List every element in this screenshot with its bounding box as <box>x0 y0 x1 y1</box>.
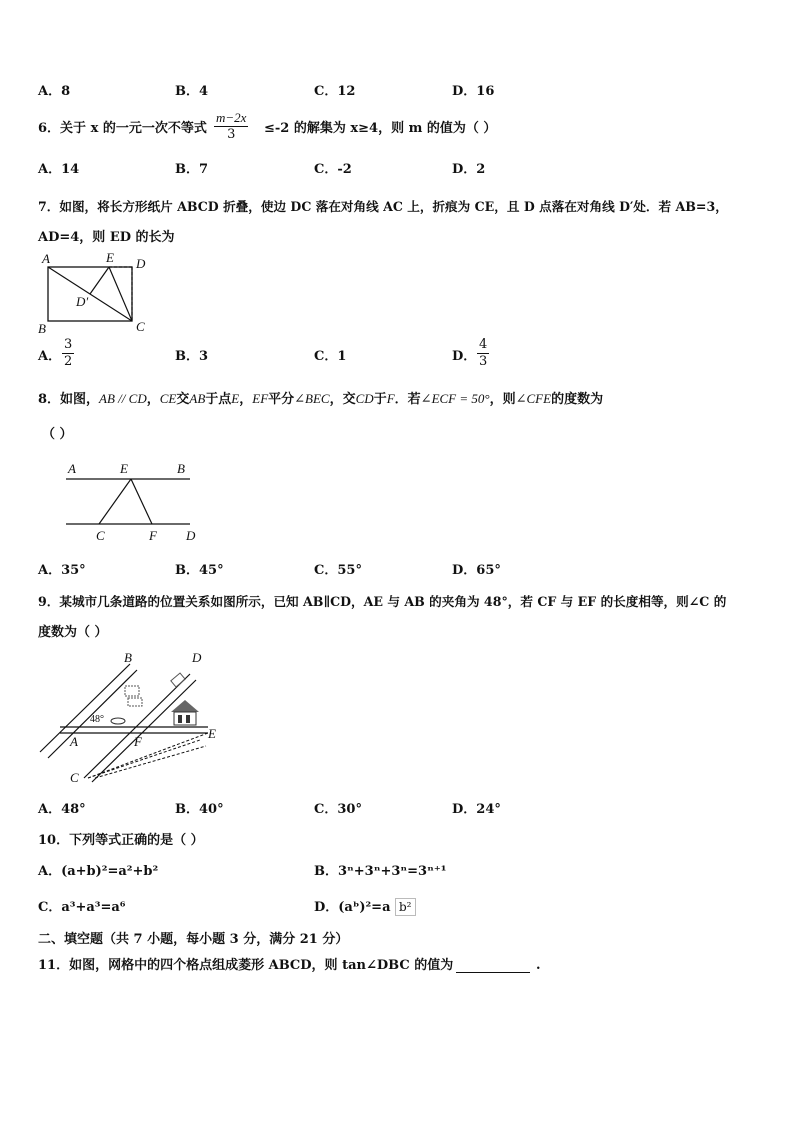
q5-option-b: B．4 <box>175 84 209 99</box>
q9-stem-line2: 度数为（ ） <box>38 625 108 640</box>
section-2-heading: 二、填空题（共 7 小题，每小题 3 分，满分 21 分） <box>38 932 349 947</box>
q8-text-8: 于 <box>373 392 387 407</box>
q7-option-d-prefix: D． <box>452 349 477 364</box>
q8-option-a: A．35° <box>38 563 86 578</box>
q8-math-angle-bec: ∠BEC <box>294 391 330 406</box>
q9-sign-icon <box>171 673 185 687</box>
q9-road-ab-edge1 <box>40 664 130 752</box>
q7-option-a-denominator: 2 <box>64 354 73 369</box>
q8-text-9: ．若 <box>394 392 421 407</box>
q8-text-10: ，则 <box>489 392 516 407</box>
q8-math-ce: CE <box>159 391 177 406</box>
q8-label-e: E <box>120 461 128 476</box>
q10-stem: 10．下列等式正确的是（ ） <box>38 833 204 848</box>
q8-option-d: D．65° <box>452 563 501 578</box>
q9-label-d: D <box>192 650 202 665</box>
q8-text-3: 交 <box>176 392 190 407</box>
q5-option-c: C．12 <box>314 84 356 99</box>
q8-text-2: ， <box>146 392 160 407</box>
q7-option-a-numerator: 3 <box>64 337 73 352</box>
q11-stem: 11．如图，网格中的四个格点组成菱形 ABCD，则 tan∠DBC 的值为 <box>38 958 454 973</box>
q8-label-f: F <box>149 528 157 543</box>
q9-label-e: E <box>208 726 216 741</box>
q8-label-a: A <box>68 461 76 476</box>
q7-label-b: B <box>38 321 46 336</box>
q9-dashed-ce2 <box>88 740 200 778</box>
q9-option-b: B．40° <box>175 802 224 817</box>
q6-stem-rest: ≤-2 的解集为 x≥4，则 m 的值为（ ） <box>264 121 497 136</box>
q7-label-c: C <box>136 319 145 334</box>
q6-option-c: C．-2 <box>314 162 352 177</box>
q6-option-b: B．7 <box>175 162 209 177</box>
q8-text-11: 的度数为 <box>551 392 604 407</box>
q7-option-d-denominator: 3 <box>479 354 488 369</box>
q8-option-b: B．45° <box>175 563 224 578</box>
q7-label-d: D <box>136 256 146 271</box>
q8-text-1: 8．如图， <box>38 392 100 407</box>
q5-option-a: A．8 <box>38 84 71 99</box>
q8-math-ab-cd: AB // CD <box>99 391 147 406</box>
q8-label-c: C <box>96 528 105 543</box>
q7-label-e: E <box>106 250 114 265</box>
q9-house-window-icon <box>186 715 190 723</box>
q8-option-c: C．55° <box>314 563 362 578</box>
q8-label-b: B <box>177 461 185 476</box>
q9-house-door-icon <box>178 715 182 723</box>
q6-fraction-numerator: m−2x <box>216 110 247 125</box>
q10-option-b: B．3ⁿ+3ⁿ+3ⁿ=3ⁿ⁺¹ <box>314 864 447 879</box>
q8-answer-paren: （ ） <box>42 427 73 442</box>
q7-option-b: B．3 <box>175 349 209 364</box>
q8-math-cd: CD <box>355 391 374 406</box>
q9-building-small2-icon <box>128 698 142 706</box>
q9-label-b: B <box>124 650 132 665</box>
q7-label-dprime: D′ <box>76 294 89 309</box>
q9-stem-line1: 9．某城市几条道路的位置关系如图所示，已知 AB∥CD，AE 与 AB 的夹角为 48°，若 CF 与 EF 的长度相等，则∠C 的 <box>38 594 727 609</box>
q7-option-d-numerator: 4 <box>479 337 488 352</box>
q9-house-body-icon <box>174 712 196 725</box>
q9-label-a: A <box>70 734 78 749</box>
q10-option-d-box: b² <box>395 898 416 916</box>
q11-period: . <box>536 958 541 973</box>
q8-math-angle-ecf: ∠ECF = 50° <box>420 391 490 406</box>
q9-car-icon <box>111 718 125 724</box>
q9-building-small-icon <box>125 686 139 696</box>
q8-text-4: 于点 <box>205 392 232 407</box>
q9-label-f: F <box>134 734 142 749</box>
q7-option-c: C．1 <box>314 349 347 364</box>
q9-road-cd-edge1 <box>84 674 190 778</box>
q9-dashed-ce <box>88 733 208 778</box>
q9-option-d: D．24° <box>452 802 501 817</box>
q8-math-ef: EF <box>252 391 269 406</box>
q9-angle-label: 48° <box>90 714 104 725</box>
q8-math-ab: AB <box>189 391 206 406</box>
q10-option-a: A．(a+b)²=a²+b² <box>38 864 159 879</box>
q8-text-7: ，交 <box>329 392 356 407</box>
q7-stem-line1: 7．如图，将长方形纸片 ABCD 折叠，使边 DC 落在对角线 AC 上，折痕为 CE，且 D 点落在对角线 D′处．若 AB=3， <box>38 199 728 214</box>
q8-math-angle-cfe: ∠CFE <box>515 391 552 406</box>
q10-option-c: C．a³+a³=a⁶ <box>38 900 126 915</box>
q9-option-c: C．30° <box>314 802 362 817</box>
q8-label-d: D <box>186 528 196 543</box>
q9-label-c: C <box>70 770 79 785</box>
q8-text-5: ， <box>239 392 253 407</box>
q8-math-f: F <box>386 391 395 406</box>
q7-option-a-prefix: A． <box>38 349 62 364</box>
q6-option-d: D．2 <box>452 162 486 177</box>
q5-option-d: D．16 <box>452 84 495 99</box>
q9-house-roof-icon <box>171 700 199 712</box>
q11-answer-blank[interactable] <box>456 958 530 973</box>
q6-fraction-denominator: 3 <box>227 127 236 142</box>
q8-math-e: E <box>231 391 240 406</box>
q6-stem-lead: 6．关于 x 的一元一次不等式 <box>38 121 207 136</box>
q9-option-a: A．48° <box>38 802 86 817</box>
q8-text-6: 平分 <box>268 392 295 407</box>
q7-stem-line2: AD=4，则 ED 的长为 <box>38 230 175 245</box>
q7-label-a: A <box>42 251 50 266</box>
q6-option-a: A．14 <box>38 162 80 177</box>
q9-road-cd-edge2 <box>92 680 196 782</box>
q10-option-d: D．(aᵇ)²=a <box>314 900 391 915</box>
